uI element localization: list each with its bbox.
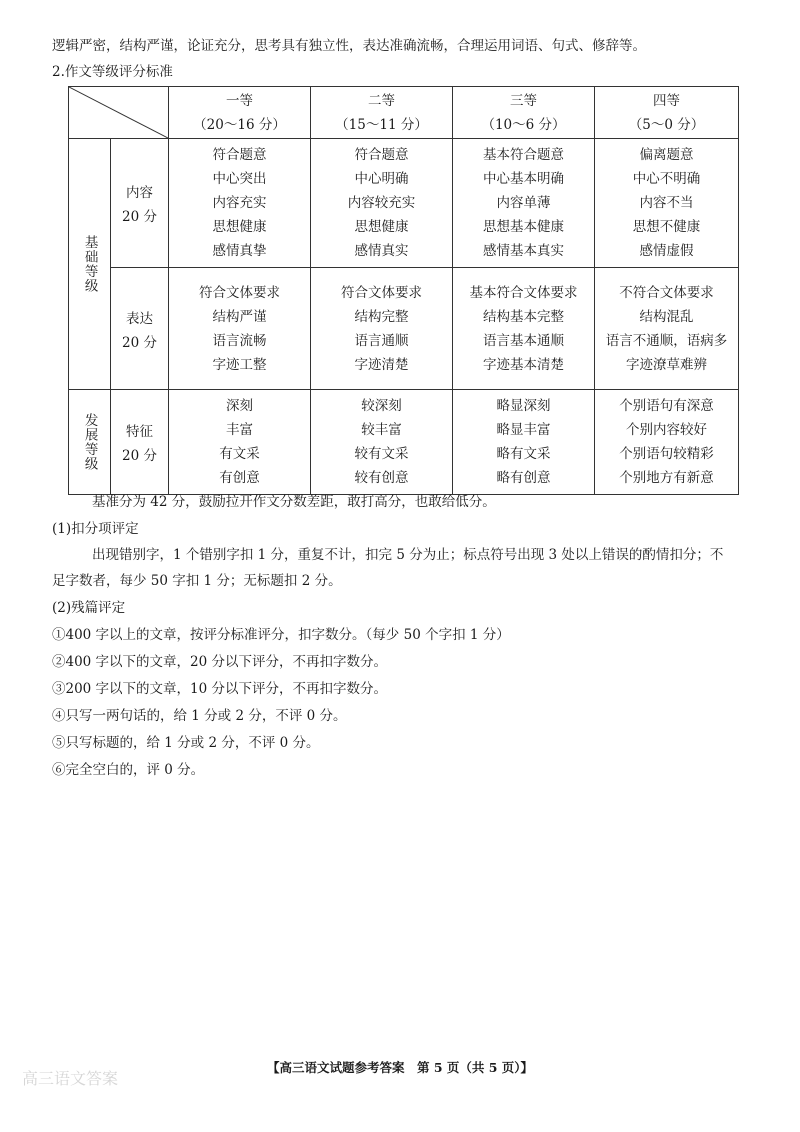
- intro-line: 逻辑严密，结构严谨，论证充分，思考具有独立性，表达准确流畅，合理运用词语、句式、修辞等。: [52, 38, 646, 54]
- grade-header-2: 二等 （15～11 分）: [311, 87, 453, 139]
- cell-expression-grade4: 不符合文体要求 结构混乱 语言不通顺，语病多 字迹潦草难辨: [595, 268, 739, 390]
- cell-content-grade2: 符合题意 中心明确 内容较充实 思想健康 感情真实: [311, 139, 453, 268]
- row-label-expression: 表达 20 分: [111, 268, 169, 390]
- deduction-title: (1)扣分项评定: [52, 521, 139, 537]
- cell-feature-grade1: 深刻 丰富 有文采 有创意: [169, 390, 311, 495]
- incomplete-item-5: ⑤只写标题的，给 1 分或 2 分，不评 0 分。: [52, 735, 320, 751]
- grade-header-3: 三等 （10～6 分）: [453, 87, 595, 139]
- cell-feature-grade2: 较深刻 较丰富 较有文采 较有创意: [311, 390, 453, 495]
- header-diagonal-cell: [69, 87, 169, 139]
- deduction-line-2: 足字数者，每少 50 字扣 1 分；无标题扣 2 分。: [52, 573, 342, 589]
- cell-content-grade3: 基本符合题意 中心基本明确 内容单薄 思想基本健康 感情基本真实: [453, 139, 595, 268]
- cell-content-grade4: 偏离题意 中心不明确 内容不当 思想不健康 感情虚假: [595, 139, 739, 268]
- cell-content-grade1: 符合题意 中心突出 内容充实 思想健康 感情真挚: [169, 139, 311, 268]
- incomplete-item-3: ③200 字以下的文章，10 分以下评分，不再扣字数分。: [52, 681, 388, 697]
- cell-feature-grade4: 个别语句有深意 个别内容较好 个别语句较精彩 个别地方有新意: [595, 390, 739, 495]
- watermark: 高三语文答案: [22, 1069, 119, 1088]
- page-footer: 【高三语文试题参考答案 第 5 页（共 5 页）】: [266, 1060, 534, 1075]
- rubric-table: [68, 86, 739, 495]
- group-label-basic: 基础等级: [69, 139, 111, 390]
- cell-feature-grade3: 略显深刻 略显丰富 略有文采 略有创意: [453, 390, 595, 495]
- deduction-line-1: 出现错别字，1 个错别字扣 1 分，重复不计，扣完 5 分为止；标点符号出现 3 处以上错误的酌情扣分；不: [92, 547, 724, 563]
- base-score-note: 基准分为 42 分，鼓励拉开作文分数差距，敢打高分，也敢给低分。: [92, 494, 496, 510]
- incomplete-item-2: ②400 字以下的文章，20 分以下评分，不再扣字数分。: [52, 654, 388, 670]
- section-title: 2.作文等级评分标准: [52, 64, 173, 80]
- incomplete-item-4: ④只写一两句话的，给 1 分或 2 分，不评 0 分。: [52, 708, 347, 724]
- incomplete-item-6: ⑥完全空白的，评 0 分。: [52, 762, 205, 778]
- incomplete-title: (2)残篇评定: [52, 600, 126, 616]
- cell-expression-grade2: 符合文体要求 结构完整 语言通顺 字迹清楚: [311, 268, 453, 390]
- row-label-feature: 特征 20 分: [111, 390, 169, 495]
- incomplete-item-1: ①400 字以上的文章，按评分标准评分，扣字数分。（每少 50 个字扣 1 分）: [52, 627, 510, 643]
- row-label-content: 内容 20 分: [111, 139, 169, 268]
- group-label-development: 发展等级: [69, 390, 111, 495]
- grade-header-4: 四等 （5～0 分）: [595, 87, 739, 139]
- cell-expression-grade3: 基本符合文体要求 结构基本完整 语言基本通顺 字迹基本清楚: [453, 268, 595, 390]
- cell-expression-grade1: 符合文体要求 结构严谨 语言流畅 字迹工整: [169, 268, 311, 390]
- grade-header-1: 一等 （20～16 分）: [169, 87, 311, 139]
